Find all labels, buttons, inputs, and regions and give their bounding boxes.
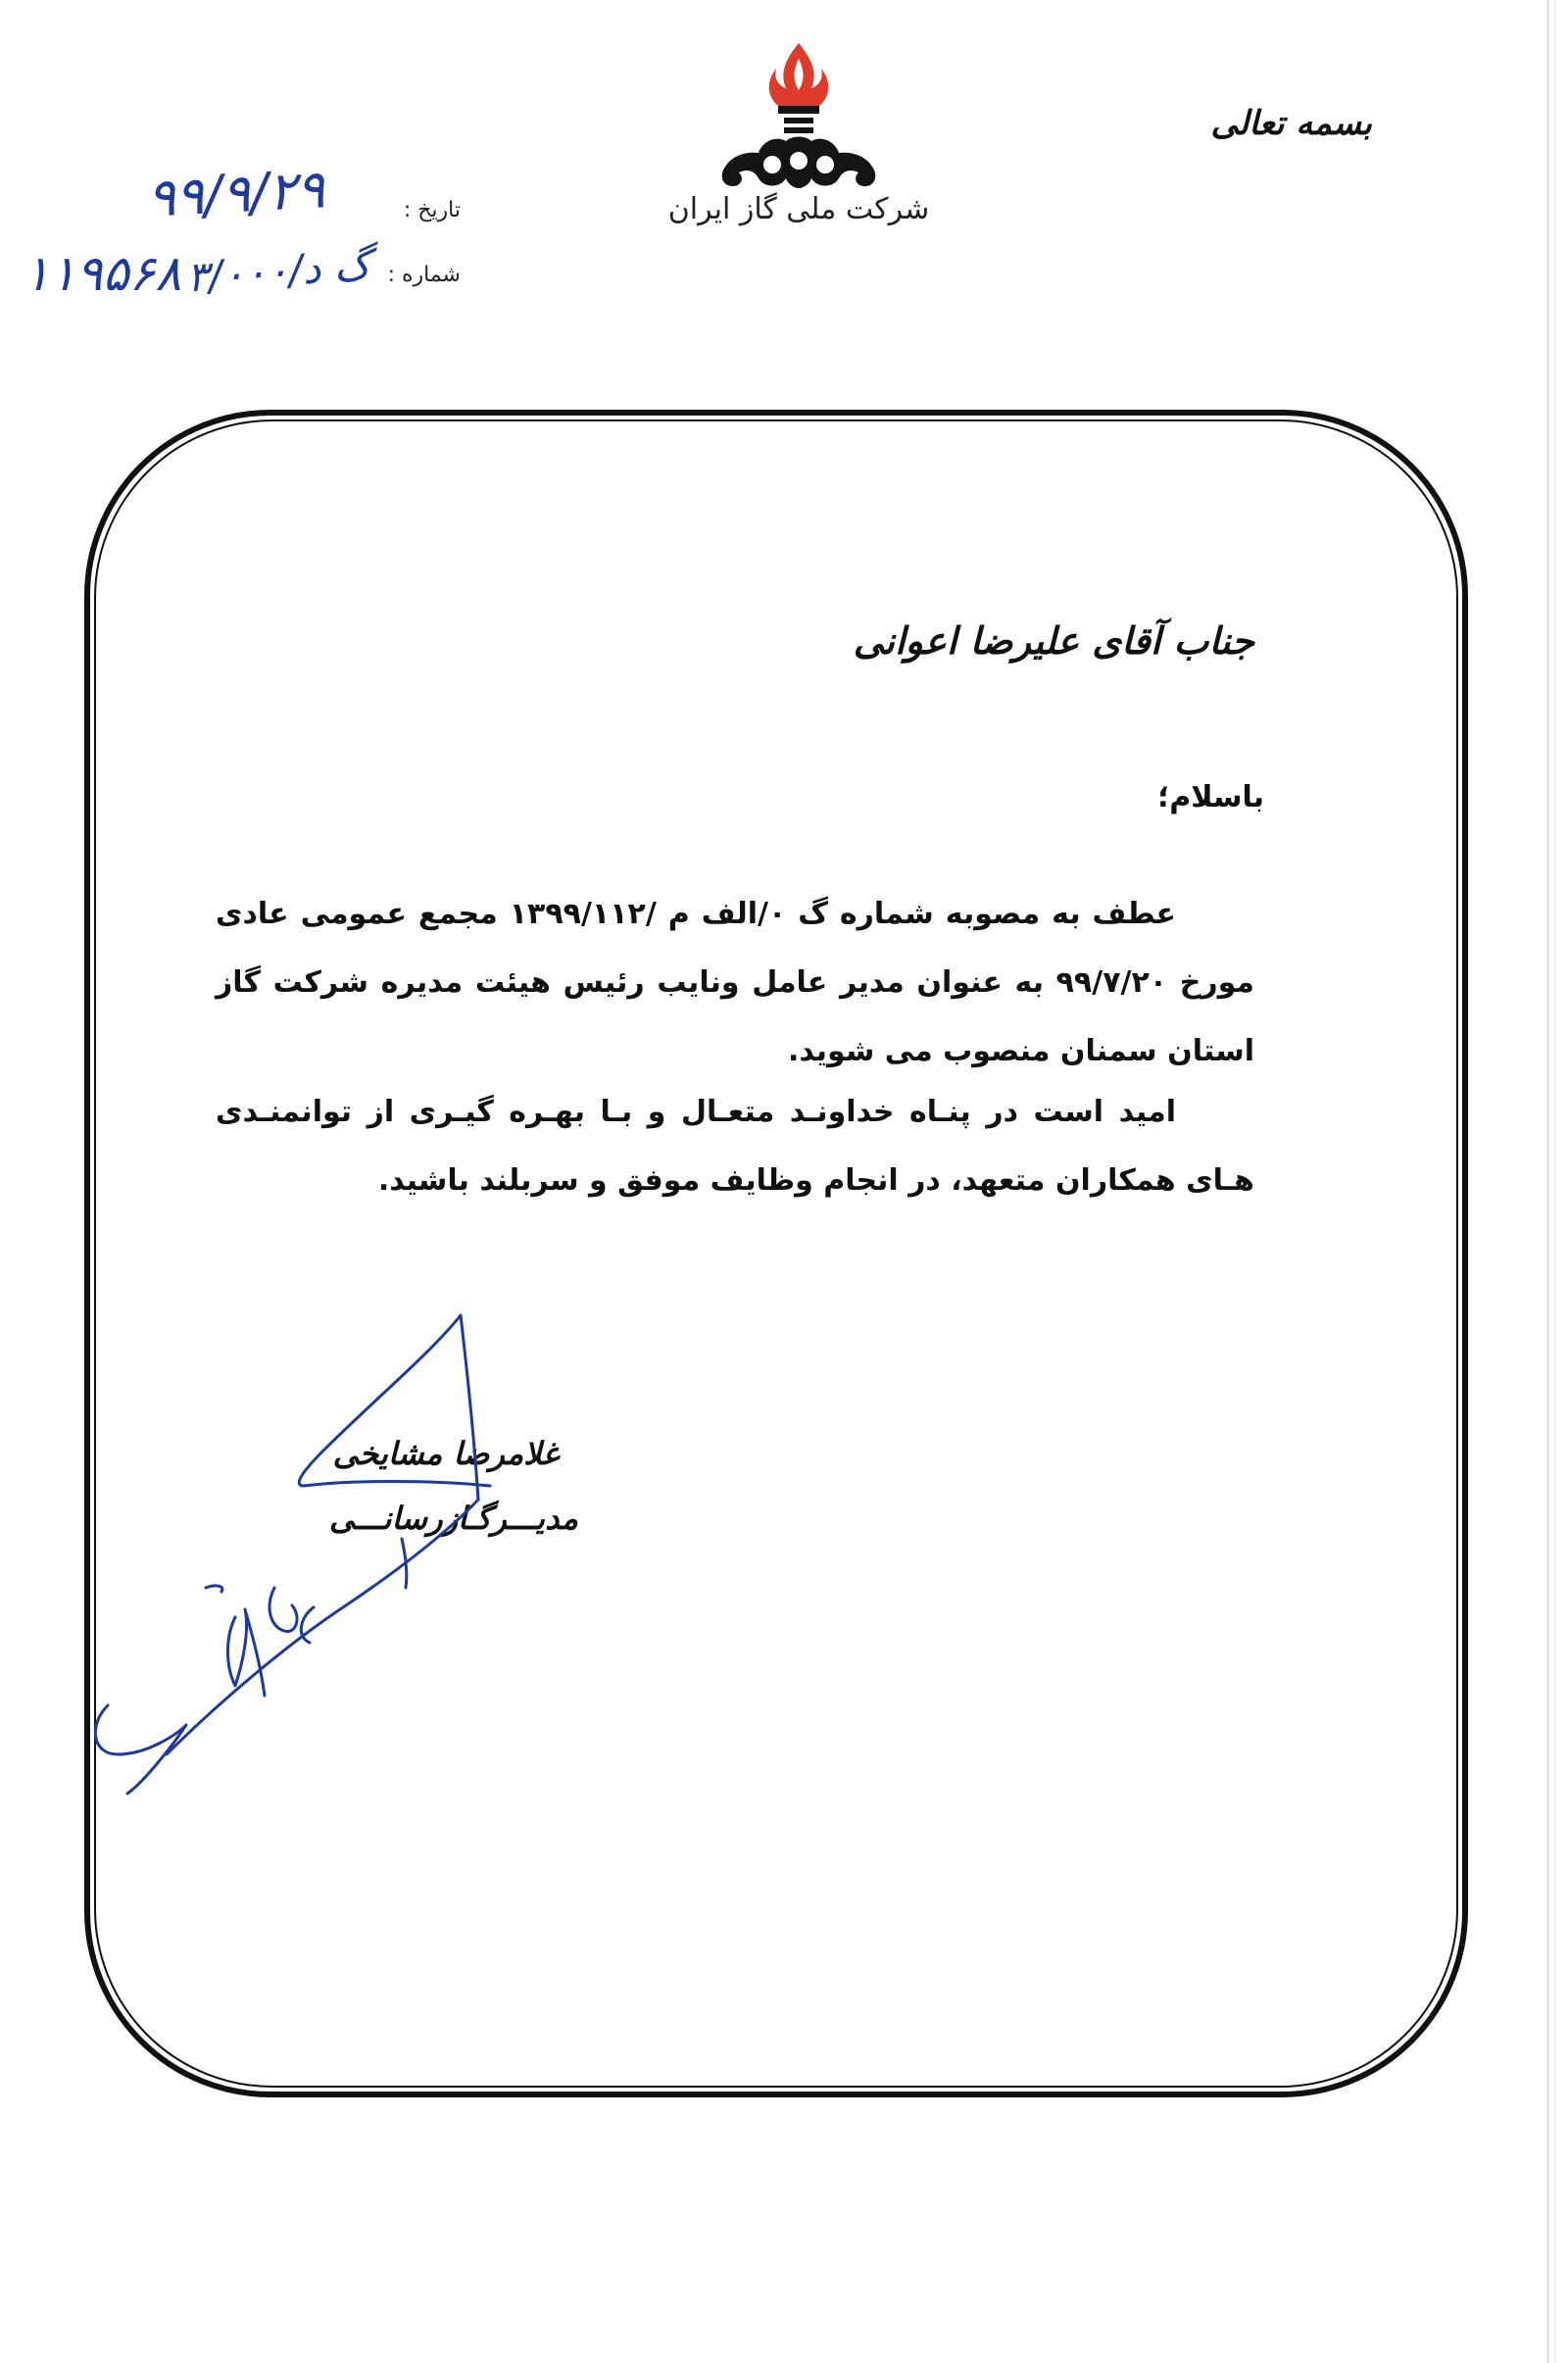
handwritten-number-code: گ د/۳/۰۰۰: [184, 240, 372, 302]
signer-name: غلامرضا مشایخی: [332, 1435, 559, 1472]
handwritten-signature: [78, 1294, 588, 1803]
body-paragraph-2: امید است در پنـاه خداونـد متعـال و بـا بهـره گیـری از توانمنـدی هـای همکاران متعهد، در انجام وظایف موفق و سربلند باشید.: [216, 1095, 1254, 1198]
number-label: شماره :: [387, 263, 461, 287]
page-edge-shadow-2: [1554, 0, 1556, 2363]
letter-frame-inner: [94, 419, 1458, 2088]
company-name: شرکت ملی گاز ایران: [667, 192, 930, 226]
page-edge-shadow: [1546, 0, 1549, 2363]
date-label: تاریخ :: [403, 198, 461, 222]
signer-title: مدیـــرگـازرسانـــی: [328, 1500, 578, 1537]
recipient-line: جناب آقای علیرضا اعوانی: [853, 619, 1254, 663]
nigc-flame-logo-icon: [715, 39, 882, 196]
body-paragraph-1: عطف به مصوبه شماره گ ۰/الف م /۱۳۹۹/۱۱۲ مجمع عمومی عادی مورخ ۹۹/۷/۲۰ به عنوان مدیر عامل ونایب رئیس هیئت مدیره شرکت گاز استان سمنان منصوب می شوید.: [216, 897, 1254, 1068]
handwritten-date: ۹۹/۹/۲۹: [145, 158, 326, 229]
handwritten-number: ۱۱۹۵۶۸: [24, 245, 182, 302]
greeting: باسلام؛: [1157, 780, 1264, 814]
bismillah-heading: بسمه تعالی: [1210, 104, 1372, 143]
